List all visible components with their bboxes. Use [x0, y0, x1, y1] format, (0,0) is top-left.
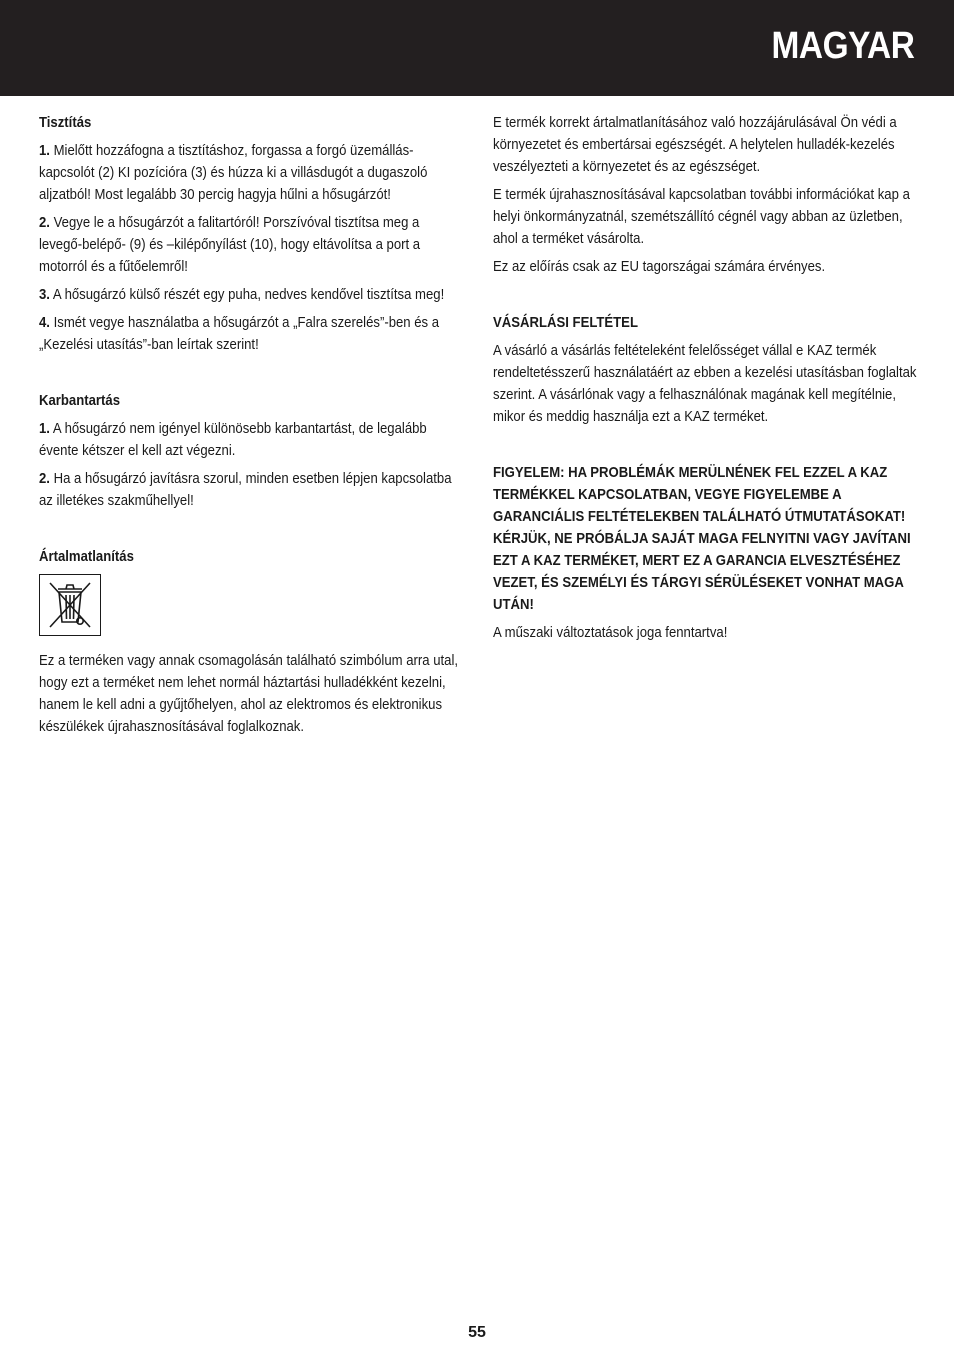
step-text: A hősugárzó külső részét egy puha, nedves kendővel tisztítsa meg! [49, 287, 445, 303]
language-title: MAGYAR [771, 25, 914, 67]
disposal-heading: Ártalmatlanítás [39, 549, 134, 565]
maintenance-step-2 [39, 468, 463, 512]
disposal-paragraph: E termék korrekt ártalmatlanításához való hozzájárulásával Ön védi a környezetet és embertársai egészségét. A helytelen hulladék-kezelés veszélyezteti a környezetet és az egészséget. [493, 115, 897, 175]
disposal-text: Ez a terméken vagy annak csomagolásán található szimbólum arra utal, hogy ezt a terméket nem lehet normál háztartási hulladékként kezelni, hanem le kell adni a gyűjtőhelyen, ahol az elektromos és elektronikus készülékek újrahasznosításával foglalkoznak. [39, 653, 459, 735]
page-number: 55 [468, 1324, 486, 1341]
left-column [39, 112, 463, 744]
purchase-text: A vásárló a vásárlás feltételeként felelősséget vállal e KAZ termék rendeltetésszerű használatáért az ebben a kezelési utasításban foglaltak szerint. A vásárlónak vagy a felhasználónak magának kell megítélnie, mikor és meddig használja ezt a KAZ terméket. [493, 343, 917, 425]
disposal-paragraph: Ez az előírás csak az EU tagországai számára érvényes. [493, 259, 826, 275]
header-bar [0, 0, 954, 96]
maintenance-step-1 [39, 418, 463, 462]
cleaning-step-4 [39, 312, 463, 356]
wheelie-bin-icon [40, 575, 100, 635]
step-text: Ha a hősugárzó javításra szorul, minden esetben lépjen kapcsolatba az illetékes szakműhellyel! [39, 471, 452, 509]
cleaning-step-3 [39, 284, 463, 306]
step-text: A hősugárzó nem igényel különösebb karbantartást, de legalább évente kétszer el kell azt végezni. [39, 421, 427, 459]
purchase-heading: VÁSÁRLÁSI FELTÉTEL [493, 315, 638, 331]
step-number: 1. [39, 421, 50, 437]
step-number: 4. [39, 315, 50, 331]
maintenance-heading: Karbantartás [39, 393, 121, 409]
cleaning-step-2 [39, 212, 463, 278]
cleaning-step-1 [39, 140, 463, 206]
right-column [493, 112, 917, 650]
warning-text: FIGYELEM: HA PROBLÉMÁK MERÜLNÉNEK FEL EZZEL A KAZ TERMÉKKEL KAPCSOLATBAN, VEGYE FIGYELEMBE A GARANCIÁLIS FELTÉTELEKBEN TALÁLHATÓ ÚTMUTATÁSOKAT! KÉRJÜK, NE PRÓBÁLJA SAJÁT MAGA FELNYITNI VAGY JAVÍTANI EZT A KAZ TERMÉKET, MERT EZ A GARANCIA ELVESZTÉSÉHEZ VEZET, ÉS SZEMÉLYI ÉS TÁRGYI SÉRÜLÉSEKET VONHAT MAGA UTÁN! [493, 465, 911, 613]
step-number: 3. [39, 287, 50, 303]
step-text: Mielőtt hozzáfogna a tisztításhoz, forgassa a forgó üzemállás-kapcsolót (2) KI pozícióra (3) és húzza ki a villásdugót a dugaszoló aljzatból! Most legalább 30 percig hagyja hűlni a hősugárzót! [39, 143, 428, 203]
step-text: Ismét vegye használatba a hősugárzót a „Falra szerelés”-ben és a „Kezelési utasítás”-ban leírtak szerint! [39, 315, 440, 353]
step-text: Vegye le a hősugárzót a falitartóról! Porszívóval tisztítsa meg a levegő-belépő- (9) és –kilépőnyílást (10), hogy eltávolítsa a port a motorról és a fűtőelemről! [39, 215, 421, 275]
technical-changes-note: A műszaki változtatások joga fenntartva! [493, 625, 728, 641]
step-number: 2. [39, 215, 50, 231]
disposal-paragraph: E termék újrahasznosításával kapcsolatban további információkat kap a helyi önkormányzatnál, szemétszállító cégnél vagy abban az üzletben, ahol a terméket vásárolta. [493, 187, 910, 247]
cleaning-heading: Tisztítás [39, 115, 92, 131]
step-number: 2. [39, 471, 50, 487]
step-number: 1. [39, 143, 50, 159]
crossed-out-wheelie-bin-icon [39, 574, 101, 636]
